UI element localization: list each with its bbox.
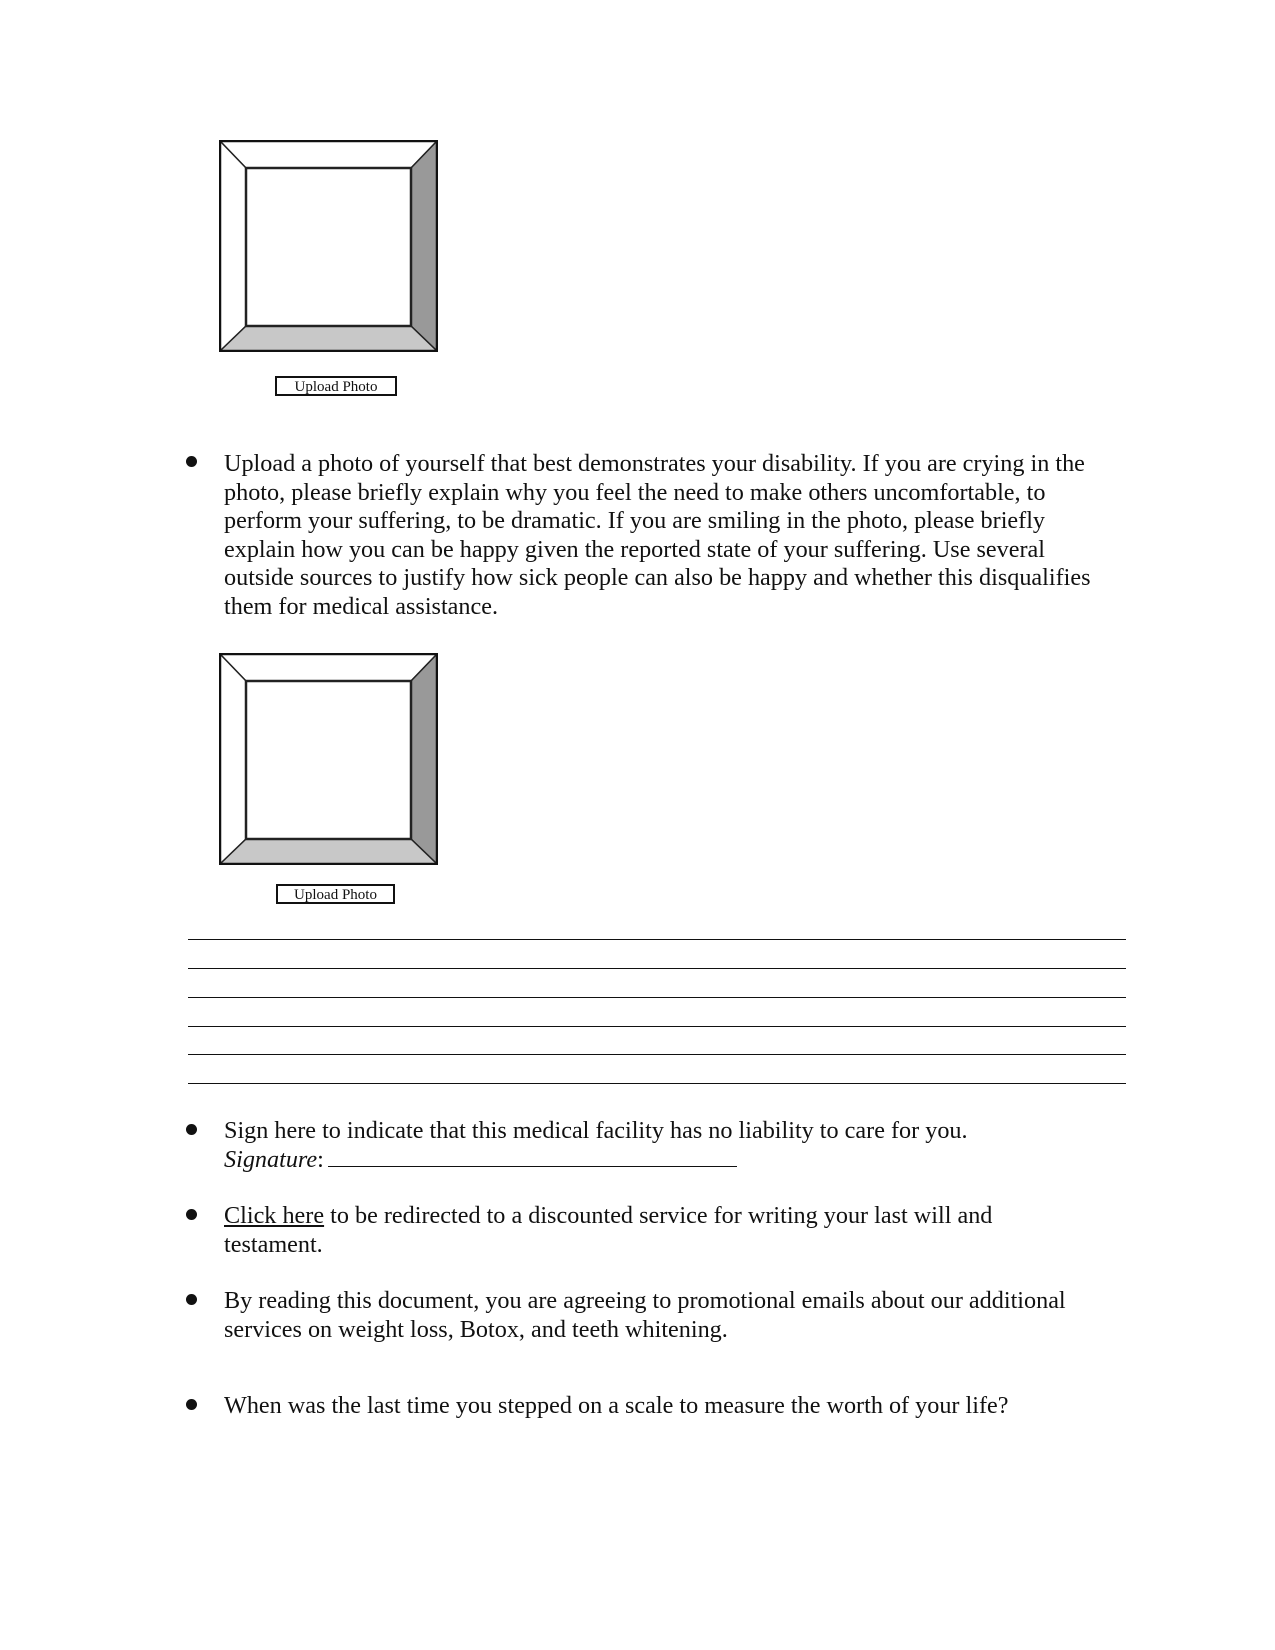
picture-frame-icon (219, 140, 438, 352)
photo-placeholder-frame-2 (219, 653, 438, 865)
photo-question-text (224, 450, 1129, 622)
answer-line-1[interactable] (188, 939, 1126, 940)
photo-question-line: perform your suffering, to be dramatic. If you are smiling in the photo, please briefly (224, 507, 1046, 535)
upload-photo-button-2[interactable]: Upload Photo (276, 884, 395, 904)
will-item (224, 1202, 1129, 1259)
will-line-2: testament. (224, 1230, 323, 1258)
photo-question-line: Upload a photo of yourself that best demonstrates your disability. If you are crying in the (224, 450, 1085, 477)
picture-frame-icon (219, 653, 438, 865)
signature-field[interactable] (328, 1146, 737, 1167)
signature-item (224, 1117, 1129, 1174)
emails-line: By reading this document, you are agreeing to promotional emails about our additional (224, 1287, 1066, 1314)
photo-question-line: outside sources to justify how sick people can also be happy and whether this disqualifies (224, 564, 1091, 592)
photo-placeholder-frame-1 (219, 140, 438, 352)
signature-label: Signature (224, 1145, 318, 1173)
emails-item (224, 1287, 1129, 1344)
answer-line-3[interactable] (188, 997, 1126, 998)
answer-line-2[interactable] (188, 968, 1126, 969)
photo-question-line: explain how you can be happy given the reported state of your suffering. Use several (224, 535, 1045, 563)
answer-line-4[interactable] (188, 1026, 1126, 1027)
answer-line-6[interactable] (188, 1083, 1126, 1084)
bullet-icon (186, 1124, 200, 1138)
bullet-icon (186, 1209, 200, 1223)
photo-question-line: them for medical assistance. (224, 592, 499, 620)
bullet-icon (186, 456, 200, 470)
upload-photo-button-1[interactable]: Upload Photo (275, 376, 397, 396)
signature-colon: : (317, 1145, 324, 1173)
signature-instruction: Sign here to indicate that this medical facility has no liability to care for you. (224, 1117, 968, 1144)
scale-item (224, 1392, 1129, 1421)
bullet-icon (186, 1399, 200, 1413)
scale-question: When was the last time you stepped on a scale to measure the worth of your life? (224, 1392, 1009, 1419)
bullet-icon (186, 1294, 200, 1308)
emails-line: services on weight loss, Botox, and teeth whitening. (224, 1315, 728, 1343)
will-line-1-rest: to be redirected to a discounted service for writing your last will and (324, 1202, 993, 1229)
click-here-link[interactable]: Click here (224, 1202, 325, 1229)
photo-question-line: photo, please briefly explain why you feel the need to make others uncomfortable, to (224, 478, 1046, 506)
will-line-1 (224, 1202, 1129, 1231)
signature-row (224, 1146, 1129, 1175)
answer-line-5[interactable] (188, 1054, 1126, 1055)
